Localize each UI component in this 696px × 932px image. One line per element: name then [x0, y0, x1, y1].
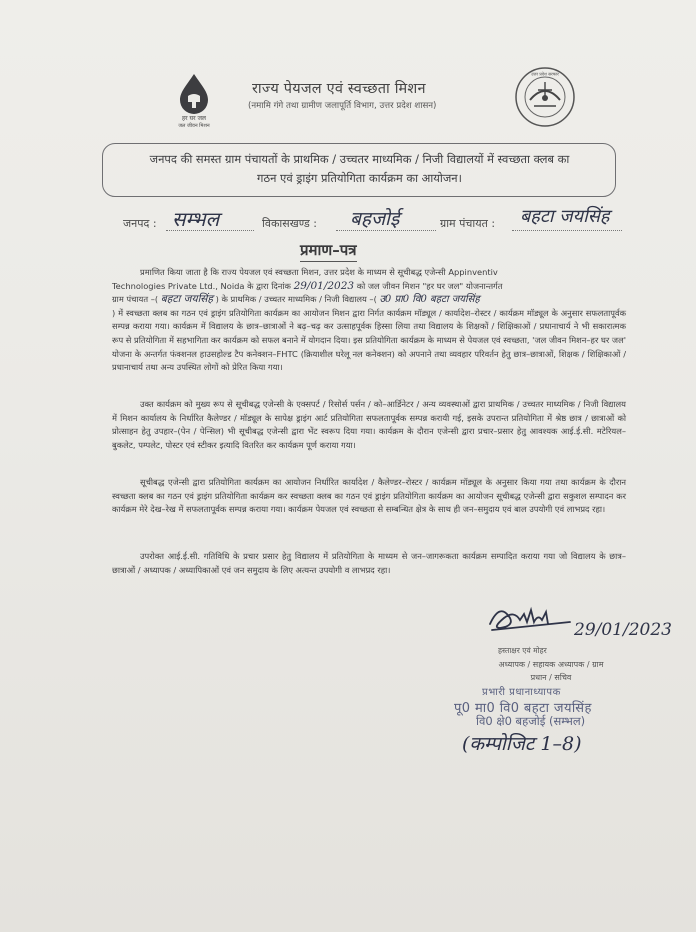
p1-line3: [112, 293, 626, 307]
composite-code-handwritten: (कम्पोजिट 1–8): [462, 733, 582, 755]
panchayat-handwritten: बहटा जयसिंह: [160, 293, 213, 306]
p4-text: उपरोक्त आई.ई.सी. गतिविधि के प्रचार प्रसार हेतु विद्यालय में प्रतियोगिता के माध्यम से जन–जागरूकता कार्यक्रम सम्पादित कराया गया जो विद्यालय के छात्र–छात्राओं / अध्यापक / अध्यापिकाओं एवं जन समुदाय के लिए अत्यन्त उपयोगी व लाभप्रद रहा।: [112, 551, 626, 575]
logo-left-text-2: जल जीवन मिशन: [178, 123, 210, 129]
role-line-2: प्रधान / सचिव: [530, 673, 572, 682]
panchayat-value: बहटा जयसिंह: [520, 206, 610, 227]
p3-text: सूचीबद्ध एजेन्सी द्वारा प्रतियोगिता कार्यक्रम का आयोजन निर्धारित कार्यादेश / कैलेण्डर–रोस्टर / कार्यक्रम मॉड्यूल के अनुसार किया गया तथा कार्यक्रम के दौरान स्वच्छता क्लब का गठन एवं ड्राइंग प्रतियोगिता कार्यक्रम कर स्वच्छता क्लब का गठन एवं ड्राइंग प्रतियोगिता कार्यक्रम का आयोजन सूचीबद्ध एजेन्सी द्वारा सकुशल सम्पादन कर कार्यक्रम मेरे देख–रेख में सफलतापूर्वक सम्पन्न कराया गया। कार्यक्रम पेयजल एवं स्वच्छता से सम्बन्धित क्षेत्र के साथ ही जन–समुदाय एवं बाल उपयोगी एवं लाभप्रद रहा।: [112, 477, 626, 515]
block-label: विकासखण्ड :: [262, 217, 318, 230]
topic-text: [112, 150, 607, 188]
paragraph-2: [112, 398, 626, 452]
logo-left-text-1: हर घर जल: [182, 115, 206, 122]
p1-rest: ) में स्वच्छता क्लब का गठन एवं ड्राइंग प्रतियोगिता कार्यक्रम का आयोजन मिशन द्वारा निर्गत कार्यक्रम मॉड्यूल / कार्यादेश–रोस्टर / कार्यक्रम मॉड्यूल के अनुसार सफलतापूर्वक सम्पन्न कराया गया। कार्यक्रम में विद्यालय के छात्र–छात्राओं ने बढ़–चढ़ कर उत्साहपूर्वक हिस्सा लिया तथा विद्यालय के शिक्षकों / शिक्षिकाओं / प्रधानाचार्य ने भी सकारात्मक रूप से प्रतियोगिता में सहभागिता कर कार्यक्रम को सफल बनाने में योगदान दिया। इस प्रतियोगिता कार्यक्रम के माध्यम से पेयजल एवं स्वच्छता, 'जल जीवन मिशन–हर घर जल' योजना के अन्तर्गत फंक्शनल हाउसहोल्ड टैप कनेक्शन–FHTC (क्रियाशील घरेलू नल कनेक्शन) को अपनाने तथा व्यवहार परिवर्तन हेतु छात्र–छात्राओं, शिक्षक / शिक्षिकाओं / प्रधानाचार्य तथा अन्य उपस्थित लोगों को प्रेरित किया गया।: [112, 307, 626, 373]
topic-line-1: जनपद की समस्त ग्राम पंचायतों के प्राथमिक / उच्चतर माध्यमिक / निजी विद्यालयों में स्वच्छता क्लब का: [149, 152, 570, 166]
district-label: जनपद :: [123, 217, 157, 230]
jal-jeevan-mission-logo: [168, 72, 220, 130]
paragraph-3: [112, 476, 626, 517]
block-line: [336, 230, 436, 231]
signature-caption: हस्ताक्षर एवं मोहर: [498, 646, 547, 655]
p1-lead: प्रमाणित किया जाता है कि राज्य पेयजल एवं स्वच्छता मिशन, उत्तर प्रदेश के माध्यम से सूचीबद्ध एजेन्सी Appinventiv: [140, 267, 498, 277]
panchayat-label: ग्राम पंचायत :: [440, 217, 496, 230]
paragraph-1: [112, 266, 626, 375]
school-handwritten: उ0 प्रा0 वि0 बहटा जयसिंह: [379, 294, 480, 306]
p1-line3-mid: ) के प्राथमिक / उच्चतर माध्यमिक / निजी विद्यालय –(: [215, 294, 377, 305]
block-value: बहजोई: [350, 208, 400, 230]
stamp-line-2: पू0 मा0 वि0 बहटा जयसिंह: [454, 701, 592, 716]
signature-mark: [484, 598, 576, 638]
district-line: [166, 230, 254, 231]
stamp-line-3: वि0 क्षे0 बहजोई (सम्भल): [476, 714, 586, 728]
program-date-handwritten: 29/01/2023: [293, 279, 355, 292]
certificate-title: प्रमाण–पत्र: [300, 240, 357, 262]
p1-line3-start: ग्राम पंचायत –(: [112, 294, 159, 305]
p2-text: उक्त कार्यक्रम को मुख्य रूप से सूचीबद्ध एजेन्सी के एक्सपर्ट / रिसोर्स पर्सन / को–आर्डिनेटर / अन्य व्यवस्थाओं द्वारा प्राथमिक / उच्चतर माध्यमिक / निजी विद्यालय में मिशन कार्यालय के निर्धारित कैलेण्डर / मॉड्यूल के सापेक्ष ड्राइंग आर्ट प्रतियोगिता सफलतापूर्वक सम्पन्न करायी गई, इसके उपरान्त प्रतियोगिता में श्रेष्ठ छात्र / छात्राओं को प्रोत्साहन हेतु उपहार–(पेन / पेन्सिल) भी सूचीबद्ध एजेन्सी द्वारा भेंट स्वरूप दिया गया। कार्यक्रम के दौरान एजेन्सी द्वारा प्रचार–प्रसार हेतु आवश्यक आई.ई.सी. मटेरियल–बुकलेट, पम्पलेट, पोस्टर एवं स्टीकर इत्यादि वितरित कर कार्यक्रम पूर्ण कराया गया।: [112, 399, 626, 450]
org-subtitle: (नमामि गंगे तथा ग्रामीण जलापूर्ति विभाग, उत्तर प्रदेश शासन): [248, 101, 437, 111]
p1-line2-end: को जल जीवन मिशन "हर घर जल" योजनान्तर्गत: [356, 280, 503, 291]
org-title: राज्य पेयजल एवं स्वच्छता मिशन: [252, 81, 426, 97]
up-government-seal: [514, 66, 576, 128]
role-line-1: अध्यापक / सहायक अध्यापक / ग्राम: [498, 660, 604, 669]
panchayat-line: [512, 230, 622, 231]
seal-text: उत्तर प्रदेश सरकार: [531, 71, 559, 77]
district-value: सम्भल: [172, 207, 220, 231]
signatory-role: [476, 658, 626, 684]
paragraph-4: [112, 550, 626, 577]
signature-date: 29/01/2023: [574, 620, 672, 640]
topic-line-2: गठन एवं ड्राइंग प्रतियोगिता कार्यक्रम का आयोजन।: [257, 171, 462, 185]
stamp-line-1: प्रभारी प्रधानाध्यापक: [482, 687, 561, 698]
p1-line2-start: Technologies Private Ltd., Noida के द्वारा दिनांक: [112, 280, 291, 291]
p1-line2: [112, 280, 626, 294]
